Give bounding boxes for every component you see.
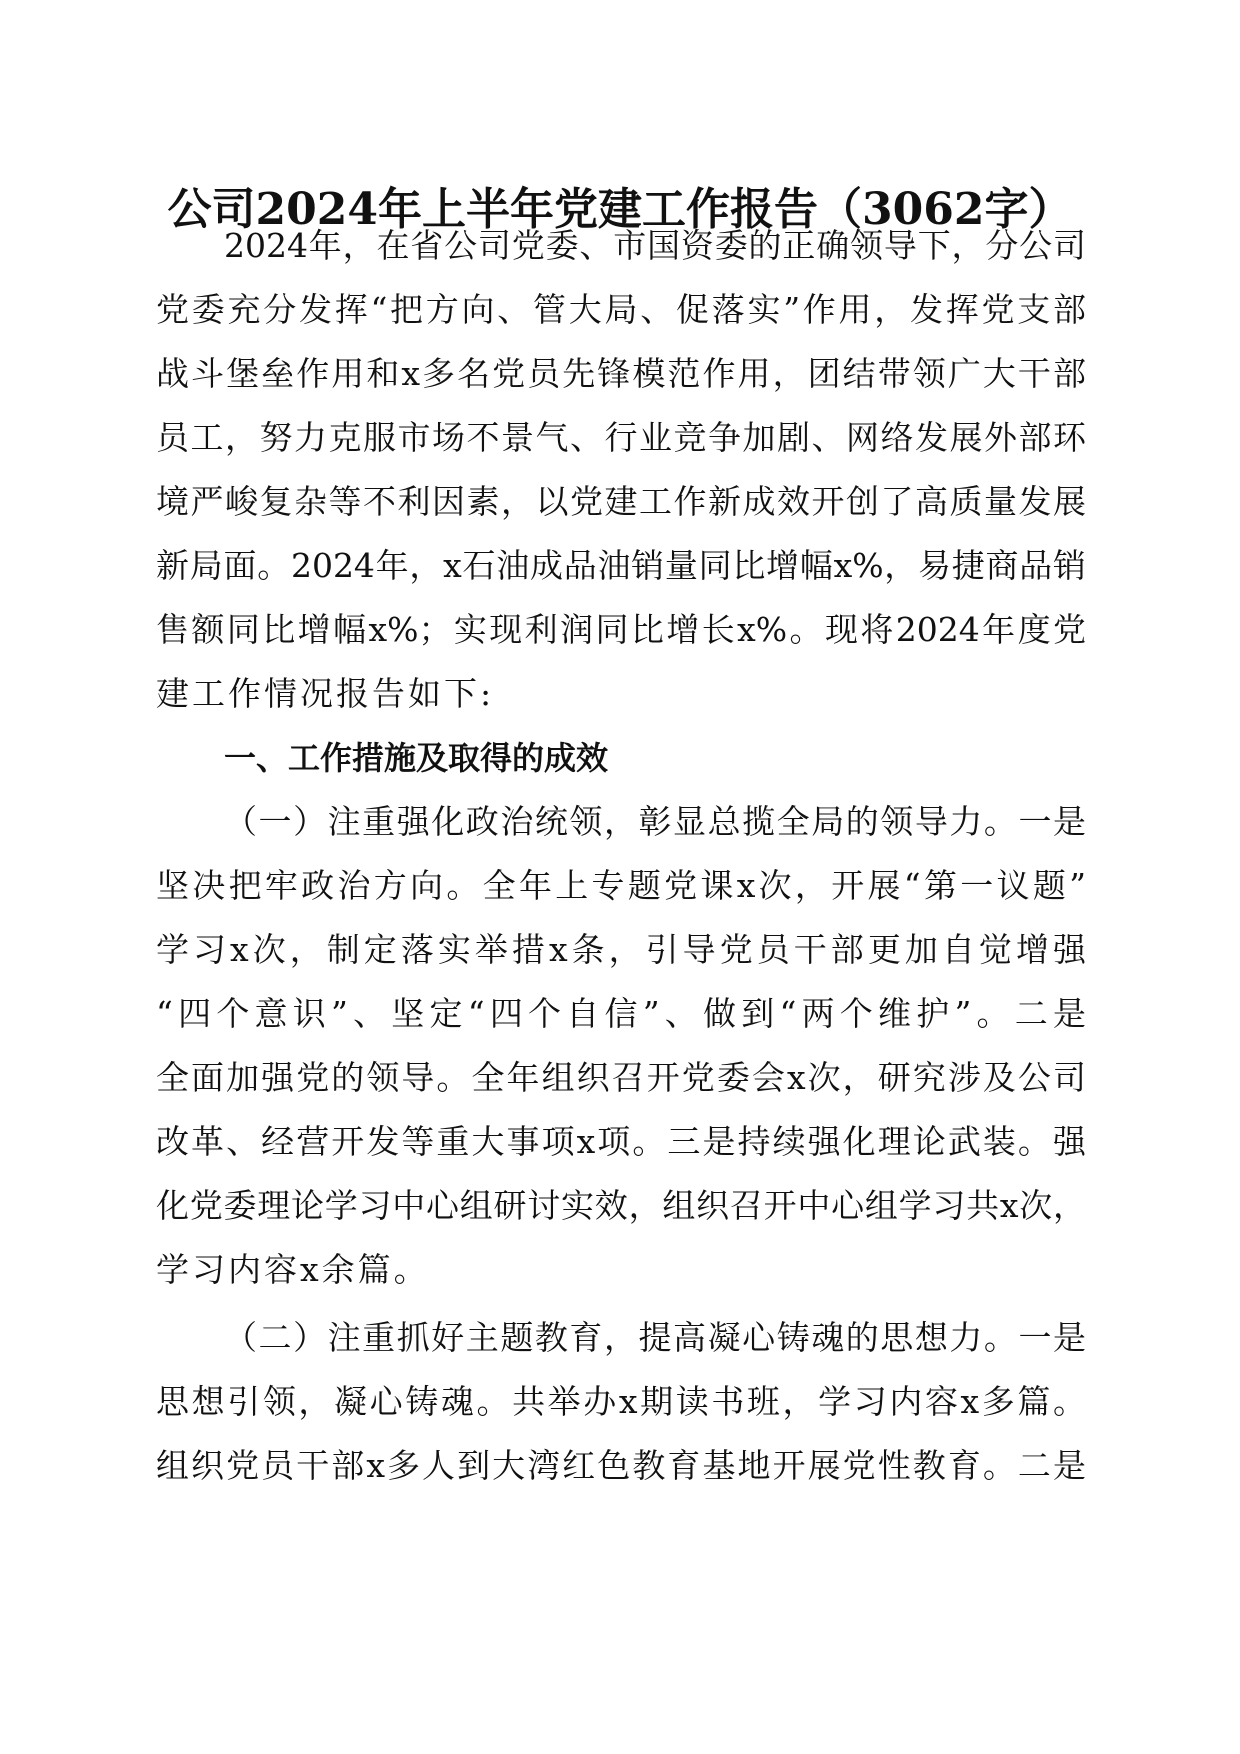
subsection2-line-2: 思想引领，凝心铸魂。共举办x期读书班，学习内容x多篇。 xyxy=(156,1382,1086,1421)
subsection1-line-5: 全面加强党的领导。全年组织召开党委会x次，研究涉及公司 xyxy=(156,1058,1086,1097)
intro-line-1: 2024年，在省公司党委、市国资委的正确领导下，分公司 xyxy=(224,226,1086,265)
subsection2-line-1: （二）注重抓好主题教育，提高凝心铸魂的思想力。一是 xyxy=(224,1318,1086,1357)
subsection1-line-2: 坚决把牢政治方向。全年上专题党课x次，开展“第一议题” xyxy=(156,866,1086,905)
subsection1-line-6: 改革、经营开发等重大事项x项。三是持续强化理论武装。强 xyxy=(156,1122,1086,1161)
intro-line-5: 境严峻复杂等不利因素，以党建工作新成效开创了高质量发展 xyxy=(156,482,1086,521)
intro-line-8: 建工作情况报告如下: xyxy=(156,674,495,713)
subsection1-line-7: 化党委理论学习中心组研讨实效，组织召开中心组学习共x次， xyxy=(156,1186,1086,1225)
intro-line-3: 战斗堡垒作用和x多名党员先锋模范作用，团结带领广大干部 xyxy=(156,354,1086,393)
subsection1-line-1: （一）注重强化政治统领，彰显总揽全局的领导力。一是 xyxy=(224,802,1086,841)
intro-line-7: 售额同比增幅x%；实现利润同比增长x%。现将2024年度党 xyxy=(156,610,1086,649)
intro-line-2: 党委充分发挥“把方向、管大局、促落实”作用，发挥党支部 xyxy=(156,290,1086,329)
intro-line-4: 员工，努力克服市场不景气、行业竞争加剧、网络发展外部环 xyxy=(156,418,1086,457)
subsection1-line-4: “四个意识”、坚定“四个自信”、做到“两个维护”。二是 xyxy=(156,994,1086,1033)
subsection1-line-3: 学习x次，制定落实举措x条，引导党员干部更加自觉增强 xyxy=(156,930,1086,969)
subsection1-line-8: 学习内容x余篇。 xyxy=(156,1250,430,1289)
intro-line-6: 新局面。2024年，x石油成品油销量同比增幅x%，易捷商品销 xyxy=(156,546,1086,585)
document-title: 公司2024年上半年党建工作报告（3062字） xyxy=(167,184,1073,235)
section-heading: 一、工作措施及取得的成效 xyxy=(224,739,609,777)
subsection2-line-3: 组织党员干部x多人到大湾红色教育基地开展党性教育。二是 xyxy=(156,1446,1086,1485)
